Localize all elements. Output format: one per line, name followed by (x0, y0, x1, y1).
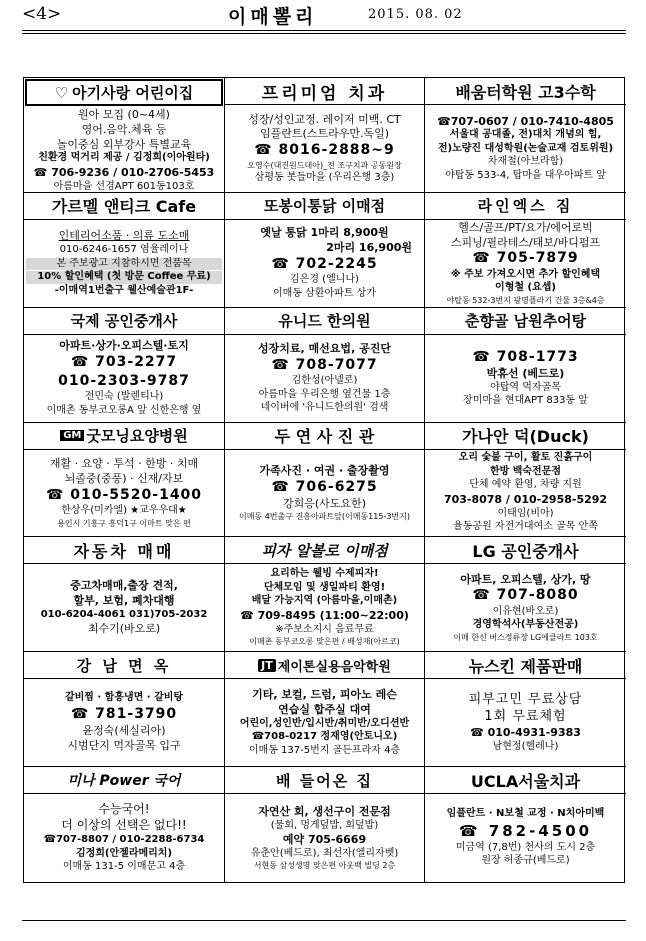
ad-line: 요리하는 웰빙 수제피자! (270, 568, 379, 580)
ad-line: 임플란트(스트라우만.독일) (260, 127, 389, 141)
phone-number: ☎ 010-5520-1400 (45, 486, 203, 503)
ad-line: ※주보소지시 음료무료 (275, 623, 374, 635)
ad-line: 10% 할인혜택 (첫 방문 Coffee 무료) (26, 271, 222, 284)
ad-line: 본 주보광고 지참하시면 전품목 (26, 258, 222, 271)
ad-line: 기타, 보컬, 드럼, 피아노 레슨 (252, 688, 397, 702)
ad-title: LG 공인중개사 (425, 537, 626, 564)
phone-icon: ☎ (472, 348, 497, 365)
phone-number: ☎ 703-2277 (70, 354, 178, 370)
ad-line: 연습실 합주실 대여 (278, 702, 371, 716)
ad-photo-studio (225, 423, 425, 538)
ad-line: 스피닝/필라테스/태보/바디펌프 (450, 235, 601, 249)
music-logo-icon: JT (258, 659, 276, 672)
ad-address: 아름마을 우리은행 옆건물 1층 (258, 388, 391, 400)
ad-line: 놀이중심 외부강사 특별교육 (56, 137, 192, 151)
phone-icon: ☎ (271, 478, 296, 495)
phone-number: ☎ 706-9236 / 010-2706-5453 (33, 165, 215, 179)
phone-number: 010-6204-4061 031)705-2032 (40, 608, 208, 620)
ad-car-dealer (24, 537, 225, 652)
ad-address: 미금역 (7,8번) 천사의 도시 2층 (455, 841, 596, 853)
ad-line: 박휴선 (베드로) (486, 367, 565, 380)
phone-icon: ☎ (43, 834, 57, 846)
ad-title: 배움터학원 고3수학 (425, 78, 626, 105)
ad-line: 인테리어소품 · 의류 도소매 (58, 229, 190, 243)
ad-line: 오리 숯불 구이, 활토 진흙구이 (458, 452, 593, 464)
ad-line: 뇌졸중(중풍) · 신재/자보 (64, 471, 184, 485)
ad-line: 원아 모집 (0~4세) (78, 108, 170, 121)
ad-address: 이매동 131-5 이매문고 4층 (62, 861, 186, 873)
ad-premium-dental (225, 78, 425, 193)
ad-line: 네이버에 '유니드한의원' 검색 (260, 402, 389, 413)
ad-line: 수능국어! (98, 802, 150, 817)
publication-date: 2015. 08. 02 (368, 7, 463, 22)
phone-number: 703-8078 / 010-2958-5292 (443, 492, 608, 506)
ad-title: ♡ 아기사랑 어린이집 (25, 79, 223, 106)
ad-title: 라인엑스 짐 (425, 193, 626, 220)
phone-number: ☎708-0217 정재영(안토니오) (251, 731, 398, 743)
phone-icon: ☎ (33, 165, 52, 179)
phone-number: ☎707-0607 / 010-7410-4805 (437, 114, 614, 128)
phone-number: ☎ 709-8495 (11:00~22:00) (240, 608, 409, 622)
ad-line: ※ 주보 가져오시면 추가 할인혜택 (450, 268, 601, 280)
phone-number: ☎707-8807 / 010-2288-6734 (43, 834, 205, 846)
ad-naengmyeon (24, 652, 225, 767)
ad-korean-academy (24, 767, 225, 882)
ad-music-academy (225, 652, 425, 767)
phone-number: ☎ 781-3790 (70, 705, 178, 722)
ad-line: 중고차매매,출장 견적, (70, 579, 178, 593)
ad-title: 또봉이통닭 이매점 (225, 193, 424, 220)
ad-address: 야탑동 532-3번지 광명플라기 건물 3층&4층 (446, 295, 605, 305)
ad-line: 전민숙 (발렌티나) (84, 391, 164, 402)
ad-address: 삼평동 봇들마을 (우리은행 3층) (254, 171, 395, 183)
ad-address: 서현동 삼성생명 맞은편 아웃백 빌딩 2층 (253, 861, 396, 871)
ad-address: 시범단지 먹자골목 입구 (67, 739, 181, 753)
ad-address: 이매동 4번출구 진흥아파트앞(이매동115-3번지) (238, 511, 411, 521)
ad-line: 강희응(사도요한) (283, 497, 366, 511)
ad-line: 갈비찜 · 함흥냉면 · 갈비탕 (64, 692, 184, 704)
ad-line: 최수기(바오로) (87, 622, 161, 636)
ad-line: 김정희(안젤라메리치) (75, 847, 173, 859)
phone-icon: ☎ (70, 705, 96, 722)
ad-oriental-clinic (225, 308, 425, 423)
phone-number: ☎ 8016-2888~9 (254, 142, 395, 159)
phone-number: 010-6246-1657 염율레이나 (59, 244, 189, 256)
page-header (0, 0, 646, 34)
ad-line: 남현정(헬레나) (492, 741, 559, 753)
ad-line: 옛날 통닭 1마리 8,900원 (260, 226, 389, 240)
ad-pizza (225, 537, 425, 652)
ad-title: 배 들어온 집 (225, 767, 424, 794)
ad-line: 재활 · 요양 · 투석 · 한방 · 치매 (49, 457, 199, 471)
ad-address: 이매동 137-5번지 골든프라자 4층 (248, 744, 401, 756)
ad-address: -이매역1번출구 웰산예술관1F- (54, 284, 194, 296)
ad-chicken (225, 193, 425, 308)
ad-title: GM 굿모닝요양병원 (24, 423, 224, 450)
ad-address: 용인시 기흥구 흥덕1구 이마트 맞은 편 (57, 518, 191, 528)
ad-line: 영어.음악.체육 등 (81, 122, 167, 136)
ad-title: UCLA서울치과 (425, 767, 626, 794)
ad-title: 강 남 면 옥 (24, 652, 224, 679)
ad-line: 원장 허종규(베드로) (481, 855, 570, 867)
phone-number: ☎ 708-7077 (271, 356, 378, 373)
ad-realty-gukje (24, 308, 225, 423)
ad-line: 전)노량진 대성학원(논술교재 검토위원) (437, 142, 614, 154)
header-rule-double (22, 33, 626, 34)
ad-line: 오영수(대진원드대아)_전 조구치과 공동원장 (247, 160, 402, 170)
phone-number: ☎ 010-4931-9383 (470, 726, 581, 740)
phone-icon: ☎ (45, 486, 71, 503)
ad-title: 프리미엄 치과 (225, 78, 424, 105)
ad-address: 율동공원 자전거대여소 골목 안쪽 (453, 521, 598, 533)
ad-title: 춘향골 남원추어탕 (425, 308, 626, 335)
newsletter-title: 이매뽈리 (228, 6, 318, 28)
ad-line: 더 이상의 선택은 없다!! (61, 818, 187, 833)
ad-address: 아름마을 선경APT 601동103호 (53, 180, 195, 192)
ad-realty-lg (425, 537, 626, 652)
ad-line: 임플란트 · N보철 교정 · N치아미백 (446, 808, 605, 820)
ad-carmel-antique (24, 193, 225, 308)
ad-line: 야탑역 먹자골목 (490, 381, 561, 393)
ad-line: 피부고민 무료상담 (468, 691, 583, 707)
ad-title: 미나 Power 국어 (24, 767, 224, 794)
phone-number: 예약 705-6669 (282, 833, 367, 847)
phone-icon: ☎ (472, 587, 497, 604)
phone-icon: ☎ (70, 354, 96, 370)
ad-line: 아파트, 오피스텔, 상가, 땅 (460, 572, 591, 586)
ad-title: 유니드 한의원 (225, 308, 424, 335)
ad-address: 이매촌 동부코오롱A 앞 신한은행 옆 (46, 404, 202, 416)
footer-rule (22, 920, 626, 921)
ad-line: 서울대 공대졸, 전)대치 개념의 힘, (449, 129, 602, 141)
ad-line: 어린이,성인반/입시반/취미반/오디션반 (239, 717, 410, 729)
ad-title: 자동차 매매 (24, 537, 224, 564)
phone-icon: ☎ (251, 731, 265, 743)
ad-seafood (225, 767, 425, 882)
phone-number: ☎ 702-2245 (271, 255, 378, 272)
ad-title: 피자 알볼로 이매점 (225, 537, 424, 564)
ad-title: 가르멜 앤티크 Cafe (24, 193, 224, 220)
page-number: <4> (22, 4, 62, 24)
phone-icon: ☎ (271, 255, 296, 272)
phone-number: ☎ 705-7879 (472, 250, 579, 267)
ad-line: 차재철(아브라함) (487, 156, 564, 168)
header-rule (22, 30, 626, 31)
ad-duck-restaurant (425, 423, 626, 538)
phone-icon: ☎ (240, 608, 258, 622)
phone-icon: ☎ (437, 114, 451, 128)
ad-line: 할부, 보험, 폐차대행 (73, 594, 175, 608)
phone-number: ☎ 707-8080 (472, 587, 579, 604)
heart-icon: ♡ (54, 83, 69, 102)
ad-line: 경영학석사(부동산전공) (472, 619, 579, 631)
ad-grid (23, 77, 625, 883)
ad-line: 배달 가능지역 (아름마을,이매촌) (251, 595, 398, 607)
ad-address: 이매동 삼환아파트 상가 (273, 287, 376, 299)
ad-line: 김한성(아넬로) (291, 375, 358, 386)
ad-address: 이매촌 동부코오롱 맞은편 / 배성재(아르코) (249, 637, 400, 647)
ad-chueotang (425, 308, 626, 423)
ad-line: 유춘안(베드로), 최선자(엘리자벳) (250, 847, 399, 859)
ad-nursing-hospital (24, 423, 225, 538)
phone-icon: ☎ (458, 821, 489, 840)
hospital-logo-icon: GM (60, 430, 84, 441)
phone-number: ☎ 706-6275 (271, 478, 378, 495)
ad-line: 이형철 (요셉) (495, 282, 556, 294)
ad-address: 야탑동 533-4, 탑마을 대우아파트 앞 (445, 169, 606, 181)
ad-line: 이유현(바오로) (492, 605, 559, 617)
ad-line: 친환경 먹거리 제공 / 김정희(이아원타) (38, 152, 210, 164)
phone-icon: ☎ (254, 142, 279, 159)
ad-title: 가나안 덕(Duck) (425, 423, 626, 450)
ad-line: 아파트·상가·오피스텔·토지 (59, 339, 189, 353)
ad-title: 두 연 사 진 관 (225, 423, 424, 450)
ad-title: 국제 공인중개사 (24, 308, 224, 335)
ad-line: 1회 무료체험 (484, 709, 567, 725)
phone-number: ☎ 708-1773 (472, 348, 579, 365)
ad-line: 한상우(미카엘) ★교우우대★ (61, 505, 187, 517)
ad-line: 2마리 16,900원 (326, 241, 412, 255)
phone-number: 010-2303-9787 (58, 372, 190, 389)
ad-line: 가족사진 · 여권 · 출장촬영 (259, 463, 390, 477)
ad-nuskin (425, 652, 626, 767)
phone-icon: ☎ (271, 356, 296, 373)
ad-line: 윤정숙(세실리아) (82, 724, 166, 738)
ad-address: 이매 한신 버스정류장 LG에클라트 103호 (453, 632, 598, 642)
phone-icon: ☎ (472, 250, 497, 267)
ad-line: 한방 백숙전문점 (489, 465, 562, 477)
ad-line: 김은경 (엘니나) (290, 274, 359, 286)
ad-title: 뉴스킨 제품판매 (425, 652, 626, 679)
ad-line: 성장/성인교정. 레이저 미백. CT (248, 112, 401, 126)
ad-daycare (24, 78, 225, 193)
ad-ucla-dental (425, 767, 626, 882)
ad-gym (425, 193, 626, 308)
ad-line: 이태임(비아) (497, 507, 554, 519)
ad-title: JT 제이톤실용음악학원 (225, 652, 424, 679)
phone-icon: ☎ (470, 726, 488, 740)
ad-line: 헬스/골프/PT/요가/에어로빅 (458, 220, 593, 234)
ad-address: 장미마을 현대APT 833동 앞 (463, 395, 588, 407)
ad-academy (425, 78, 626, 193)
ad-line: 성장치료, 매선요법, 공진단 (258, 341, 391, 355)
phone-number: ☎ 782-4500 (458, 821, 593, 840)
ad-line: (물회, 멍게덮밥, 회덮밥) (270, 819, 379, 831)
ad-line: 자연산 회, 생선구이 전문점 (258, 804, 391, 818)
ad-line: 단체모임 및 생일파티 환영! (263, 581, 386, 593)
ad-line: 단체 예약 환영, 차량 지원 (469, 479, 582, 491)
